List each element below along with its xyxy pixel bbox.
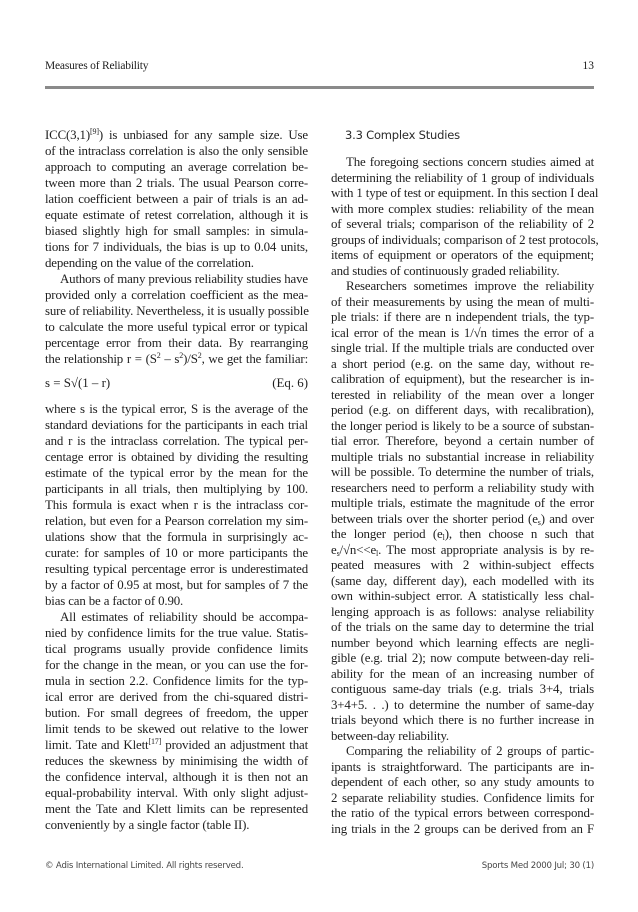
paragraph <box>45 401 308 609</box>
text-segment: the relationship r = (S <box>45 352 157 366</box>
text-line: ulations show that the formula in surprisingly ac- <box>45 530 308 544</box>
paragraph <box>331 279 594 744</box>
right-column <box>331 127 599 837</box>
text-line <box>331 512 594 528</box>
text-line: Researchers sometimes improve the reliability <box>346 279 594 293</box>
text-segment: . The most appropriate analysis is by re- <box>378 542 594 557</box>
superscript: [17] <box>148 737 162 746</box>
text-line: trials beyond which there is no further increase in <box>331 713 594 727</box>
text-line: 2 separate reliability studies. Confidence limits for <box>331 790 594 805</box>
text-segment: , we get the familiar: <box>201 352 308 366</box>
text-line: (same day, different day), each modelled with its <box>331 573 594 588</box>
text-segment: ) is unbiased for any sample size. Use <box>98 128 308 142</box>
equation-text: s = S√(1 – r) <box>45 376 111 390</box>
text-segment: ), then choose n such that <box>444 527 594 541</box>
text-line: ability for the mean of an increasing number of <box>331 666 594 681</box>
text-line: and studies of continuously graded reliability. <box>331 263 560 278</box>
text-line: percentage error from their data. By rearranging <box>45 336 308 350</box>
text-line: items of equipment or operators of the equipment; <box>331 248 594 262</box>
text-line: bias can be a factor of 0.90. <box>45 594 184 608</box>
text-line: of their measurements by using the mean of multi- <box>331 294 594 309</box>
text-line: ple trials: if there are n independent trials, the typ- <box>331 310 594 324</box>
text-line: ing trials in the 2 groups can be derived from an F <box>331 821 594 836</box>
text-line: groups of individuals; comparison of 2 test protocols, <box>331 232 599 247</box>
text-line: 3+4+5. . .) to determine the number of same-day <box>331 697 594 712</box>
text-line: participants in all trials, then multiplying by 100. <box>45 482 308 496</box>
section-heading: 3.3 Complex Studies <box>345 128 460 142</box>
superscript: 2 <box>179 351 184 360</box>
text-line <box>331 543 594 559</box>
footer-citation: Sports Med 2000 Jul; 30 (1) <box>481 861 594 871</box>
text-line: biased slightly high for small samples: in simula- <box>45 224 308 238</box>
paragraph <box>331 155 599 279</box>
text-line: researchers need to perform a reliability study with <box>331 480 594 495</box>
text-line: tical programs usually provide confidence limits <box>45 642 308 656</box>
text-line: mula in section 2.2. Confidence limits for the typ- <box>45 674 308 688</box>
text-line: to calculate the more useful typical error or typical <box>45 320 308 334</box>
text-line: the confidence interval, although it is then not an <box>45 770 308 784</box>
text-line <box>45 737 308 753</box>
text-segment: ) and over <box>540 511 594 526</box>
text-segment: e <box>331 542 337 557</box>
page-number: 13 <box>582 60 594 72</box>
text-line: nied by confidence limits for the true value. Statis- <box>45 626 308 640</box>
equation-label: (Eq. 6) <box>272 376 308 390</box>
text-line: with 1 type of test or equipment. In this section I deal <box>331 186 599 200</box>
text-line: conveniently by a single factor (table II). <box>45 818 250 832</box>
text-line: for the change in the mean, or you can use the for- <box>45 658 308 672</box>
text-line: The foregoing sections concern studies aimed at <box>346 155 594 169</box>
paragraph <box>45 127 308 271</box>
paragraph <box>331 744 594 837</box>
text-line: multiple trials, estimate the magnitude of the error <box>331 496 594 510</box>
text-line: determining the reliability of 1 group of individuals <box>331 170 594 185</box>
text-line: tween more than 2 trials. The usual Pearson corre- <box>45 176 308 190</box>
text-line: lation coefficient between a pair of trials is an ad- <box>45 192 308 206</box>
text-segment: limit. Tate and Klett <box>45 738 149 752</box>
text-line: ipants is straightforward. The participants are in- <box>331 759 594 774</box>
text-line: This formula is exact when r is the intraclass cor- <box>45 498 308 512</box>
text-line: by a factor of 0.95 at most, but for samples of 7 the <box>45 578 308 592</box>
running-header-title: Measures of Reliability <box>45 60 149 72</box>
paragraph <box>45 609 308 833</box>
text-line: the ratio of the typical errors between correspond- <box>331 806 594 820</box>
text-line: approach to computing an average correlation be- <box>45 160 308 174</box>
text-line: tions for 7 individuals, the bias is up to 0.04 units, <box>45 240 308 254</box>
text-line: curate: for samples of 10 or more participants the <box>45 546 308 560</box>
text-line: will be possible. To determine the number of trials, <box>331 465 594 479</box>
text-line: number beyond which learning effects are negli- <box>331 635 594 650</box>
header-rule <box>45 86 594 89</box>
superscript: 2 <box>197 351 202 360</box>
text-line: between-day reliability. <box>331 728 449 743</box>
text-line <box>45 127 308 143</box>
text-line: lenging approach is as follows: analyse reliability <box>331 604 594 619</box>
superscript: 2 <box>156 351 161 360</box>
footer-copyright: © Adis International Limited. All rights reserved. <box>45 861 244 871</box>
text-segment: )/S <box>183 352 198 366</box>
text-line: ical error are derived from the chi-squared distri- <box>45 690 308 704</box>
text-line: standard deviations for the participants in each trial <box>45 418 308 432</box>
superscript: [9] <box>90 127 99 136</box>
text-line <box>45 351 308 367</box>
text-line: dependent of each other, so any study amounts to <box>331 775 594 789</box>
text-line: relation, but even for a Pearson correlation my sim- <box>45 514 308 528</box>
text-line: tial error. Therefore, beyond a certain number of <box>331 434 594 448</box>
text-line: Comparing the reliability of 2 groups of partic- <box>346 744 594 758</box>
text-segment: ICC(3,1) <box>45 128 90 142</box>
text-line: of the trials on the same day to determine the trial <box>331 620 594 634</box>
text-line: calibration of equipment), but the researcher is in- <box>331 372 594 386</box>
text-segment: provided an adjustment that <box>161 738 308 752</box>
text-line: ment the Tate and Klett limits can be represented <box>45 802 308 816</box>
text-line: All estimates of reliability should be accompa- <box>60 610 308 624</box>
text-line: where s is the typical error, S is the average of the <box>45 402 308 416</box>
text-line: terested in reliability of the mean over a longer <box>331 387 594 402</box>
text-segment: /√n<<e <box>339 542 377 557</box>
text-line: provided only a correlation coefficient as the mea- <box>45 288 308 302</box>
text-line: with more complex studies: reliability of the mean <box>331 201 594 216</box>
text-line: and r is the intraclass correlation. The typical per- <box>45 434 308 448</box>
left-column <box>45 127 308 833</box>
text-line: single trial. If the multiple trials are conducted over <box>331 341 594 355</box>
text-segment: between trials over the shorter period (e <box>331 511 538 526</box>
text-line <box>331 527 594 543</box>
text-line: centage error is obtained by dividing the resulting <box>45 450 308 464</box>
equation <box>45 375 308 391</box>
text-line: ical error of the mean is 1/√n times the error of a <box>331 325 594 340</box>
text-line: peated measures with 2 within-subject effects <box>331 558 594 572</box>
text-line: a short period (e.g. on the same day, without re- <box>331 356 594 371</box>
text-line: bution. For small degrees of freedom, the upper <box>45 706 308 720</box>
text-line: of the intraclass correlation is also the only sensible <box>45 144 308 158</box>
text-line: estimate of the typical error by the mean for the <box>45 466 308 480</box>
subscript: s <box>336 548 340 558</box>
text-segment: the longer period (e <box>331 527 443 541</box>
subscript: l <box>442 533 445 542</box>
text-line: limit tends to be skewed out relative to the lower <box>45 722 308 736</box>
text-line: contiguous same-day trials (e.g. trials 3+4, trials <box>331 682 594 696</box>
text-line: reduces the skewness by minimising the width of <box>45 754 308 768</box>
text-line: equal-probability interval. With only slight adjust- <box>45 786 308 800</box>
paragraph <box>45 271 308 367</box>
text-line: multiple trials no substantial increase in reliability <box>331 449 594 464</box>
text-line: depending on the value of the correlation. <box>45 256 254 270</box>
subscript: s <box>537 517 541 527</box>
text-line: sure of reliability. Nevertheless, it is usually possible <box>45 304 309 318</box>
subscript: l <box>376 548 379 558</box>
text-line: resulting typical percentage error is underestimated <box>45 562 308 576</box>
text-line: Authors of many previous reliability studies have <box>60 272 308 286</box>
text-line: equate estimate of retest correlation, although it is <box>45 208 308 222</box>
text-segment: – s <box>160 352 180 366</box>
text-line: gible (e.g. trial 2); now compute between-day reli- <box>331 651 594 665</box>
text-line: own within-subject error. A statistically less chal- <box>331 589 594 603</box>
text-line: of several trials; comparison of the reliability of 2 <box>331 217 594 231</box>
text-line: period (e.g. on different days, with recalibration), <box>331 403 594 417</box>
text-line: the longer period is likely to be a source of substan- <box>331 418 594 433</box>
